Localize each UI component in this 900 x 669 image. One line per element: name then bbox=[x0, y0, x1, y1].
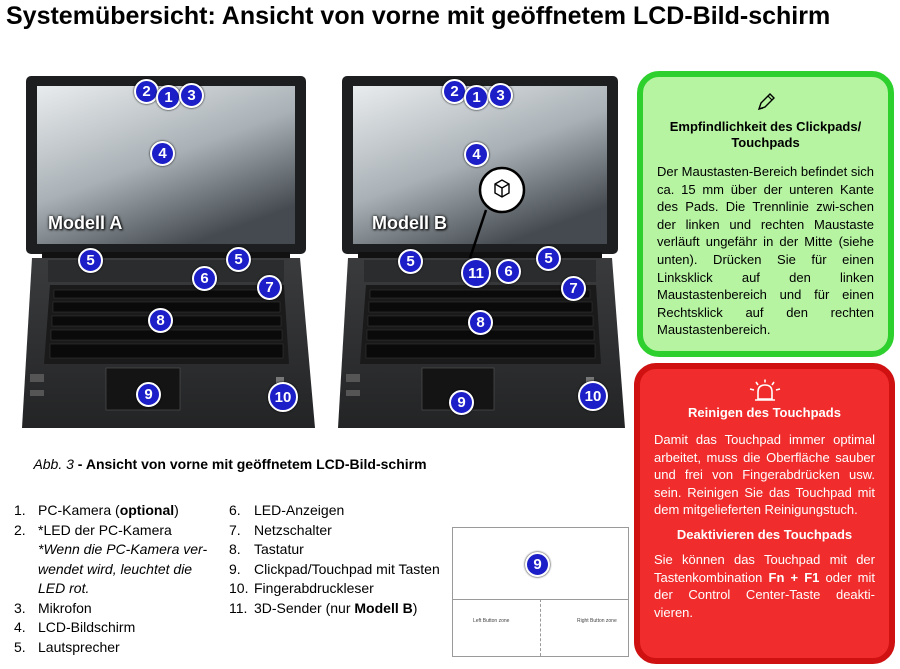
model-label: Modell A bbox=[48, 213, 123, 233]
list-number: 9. bbox=[229, 560, 241, 577]
list-item bbox=[14, 599, 219, 619]
callout-badge: 10 bbox=[268, 382, 298, 412]
list-number: 7. bbox=[229, 521, 241, 538]
figure-caption bbox=[20, 455, 440, 473]
list-item bbox=[229, 540, 444, 560]
callout-badge: 9 bbox=[525, 552, 550, 577]
figure-separator: - bbox=[73, 456, 86, 472]
warning-body: Damit das Touchpad immer optimal arbeitet, muss die Oberfläche sauber und frei von Fingerabdrücken usw. sein. Reinigen Sie das Touchpad mit dem mitgelieferten Reinigungstuch. bbox=[654, 432, 875, 518]
list-text: Clickpad/Touchpad mit Tasten bbox=[254, 560, 440, 577]
warning-body bbox=[654, 551, 875, 621]
warning-heading: Reinigen des Touchpads bbox=[688, 405, 841, 420]
callout-badge: 9 bbox=[136, 382, 161, 407]
note-body: Der Maustasten-Bereich befindet sich ca. 15 mm über der unteren Kante des Pads. Die Trennlinie zwi-schen der linken und rechten Maustaste verläuft ungefähr in der Mitte (siehe unten). Drücken Sie für einen Linksklick auf den linken Maustastenbereich und für einen Rechtsklick auf den rechten Maustastenbereich. bbox=[657, 164, 874, 338]
key-combination: Fn + F1 bbox=[768, 569, 820, 585]
list-text: Tastatur bbox=[254, 541, 304, 557]
legend-list-left bbox=[14, 501, 219, 657]
list-number: 3. bbox=[14, 599, 26, 616]
note-heading: Empfindlichkeit des Clickpads/ Touchpads bbox=[669, 119, 862, 150]
list-number: 6. bbox=[229, 502, 241, 518]
warning-heading: Deaktivieren des Touchpads bbox=[676, 526, 853, 542]
list-number: 10. bbox=[229, 580, 249, 596]
list-text: PC-Kamera ( bbox=[38, 502, 120, 518]
callout-badge: 7 bbox=[257, 275, 282, 300]
list-number: 2. bbox=[14, 521, 26, 538]
callout-badge: 9 bbox=[449, 390, 474, 415]
laptop-model-b bbox=[338, 72, 630, 434]
list-text-bold: optional bbox=[119, 502, 175, 518]
pen-icon bbox=[755, 91, 777, 113]
list-item bbox=[229, 501, 444, 521]
callout-badge: 3 bbox=[179, 83, 204, 108]
list-text: ) bbox=[412, 599, 418, 616]
touchpad-zone-diagram bbox=[452, 527, 629, 657]
list-item bbox=[14, 618, 219, 638]
touchpad-cleaning-warning bbox=[634, 363, 895, 664]
callout-badge: 10 bbox=[578, 381, 608, 411]
list-number: 1. bbox=[14, 502, 26, 518]
list-text-bold: Modell B bbox=[354, 599, 413, 616]
list-text: Netzschalter bbox=[254, 521, 332, 538]
list-text: Fingerabdruckleser bbox=[254, 580, 374, 596]
callout-badge: 2 bbox=[134, 79, 159, 104]
callout-badge: 5 bbox=[398, 249, 423, 274]
list-text: 3D-Sender (nur bbox=[254, 599, 355, 616]
list-number: 11. bbox=[229, 599, 248, 616]
figure-title: Ansicht von vorne mit geöffnetem LCD-Bild-schirm bbox=[85, 456, 427, 472]
list-note: *Wenn die PC-Kamera ver-wendet wird, leuchtet die LED rot. bbox=[38, 541, 208, 596]
laptop-model-a bbox=[22, 72, 322, 434]
list-item bbox=[14, 501, 219, 521]
callout-badge: 11 bbox=[461, 258, 491, 288]
callout-badge: 6 bbox=[496, 259, 521, 284]
callout-badge: 5 bbox=[226, 247, 251, 272]
clickpad-sensitivity-note bbox=[637, 71, 894, 357]
right-button-zone-label: Right Button zone bbox=[577, 618, 617, 624]
legend-list-right bbox=[229, 501, 444, 618]
list-item bbox=[14, 638, 219, 658]
callout-badge: 8 bbox=[468, 310, 493, 335]
warning-text: oder mit der Control Center-Taste deakti-vieren. bbox=[654, 569, 876, 620]
list-text: LED-Anzeigen bbox=[254, 502, 345, 518]
laptop-model-b-illustration bbox=[338, 72, 630, 434]
callout-badge: 3 bbox=[488, 83, 513, 108]
touchpad-button-divider bbox=[540, 599, 541, 656]
warning-text: Sie können das Touchpad mit der Tastenkombination bbox=[654, 551, 875, 585]
callout-badge: 1 bbox=[156, 85, 181, 110]
list-item bbox=[229, 599, 444, 619]
list-item bbox=[229, 521, 444, 541]
laptop-model-a-illustration bbox=[22, 72, 322, 434]
callout-badge: 8 bbox=[148, 308, 173, 333]
list-text: Mikrofon bbox=[38, 599, 92, 616]
list-text: *LED der PC-Kamera bbox=[38, 521, 172, 538]
callout-badge: 1 bbox=[464, 85, 489, 110]
left-button-zone-label: Left Button zone bbox=[473, 618, 510, 624]
page-title: Systemübersicht: Ansicht von vorne mit geöffnetem LCD-Bild-schirm bbox=[6, 2, 831, 30]
callout-badge: 4 bbox=[464, 142, 489, 167]
callout-badge: 5 bbox=[78, 248, 103, 273]
callout-badge: 7 bbox=[561, 276, 586, 301]
callout-badge: 6 bbox=[192, 266, 217, 291]
figure-number: Abb. 3 bbox=[33, 456, 74, 472]
callout-badge: 5 bbox=[536, 246, 561, 271]
list-number: 5. bbox=[14, 638, 26, 655]
list-item bbox=[229, 560, 444, 580]
list-item bbox=[229, 579, 444, 599]
model-label: Modell B bbox=[372, 213, 447, 233]
list-text: Lautsprecher bbox=[38, 638, 120, 655]
list-text: LCD-Bildschirm bbox=[38, 619, 136, 635]
list-number: 8. bbox=[229, 541, 241, 557]
list-item bbox=[14, 521, 219, 599]
callout-badge: 2 bbox=[442, 79, 467, 104]
list-number: 4. bbox=[14, 619, 26, 635]
alarm-bell-icon bbox=[747, 379, 783, 405]
list-text: ) bbox=[174, 502, 179, 518]
callout-badge: 4 bbox=[150, 141, 175, 166]
